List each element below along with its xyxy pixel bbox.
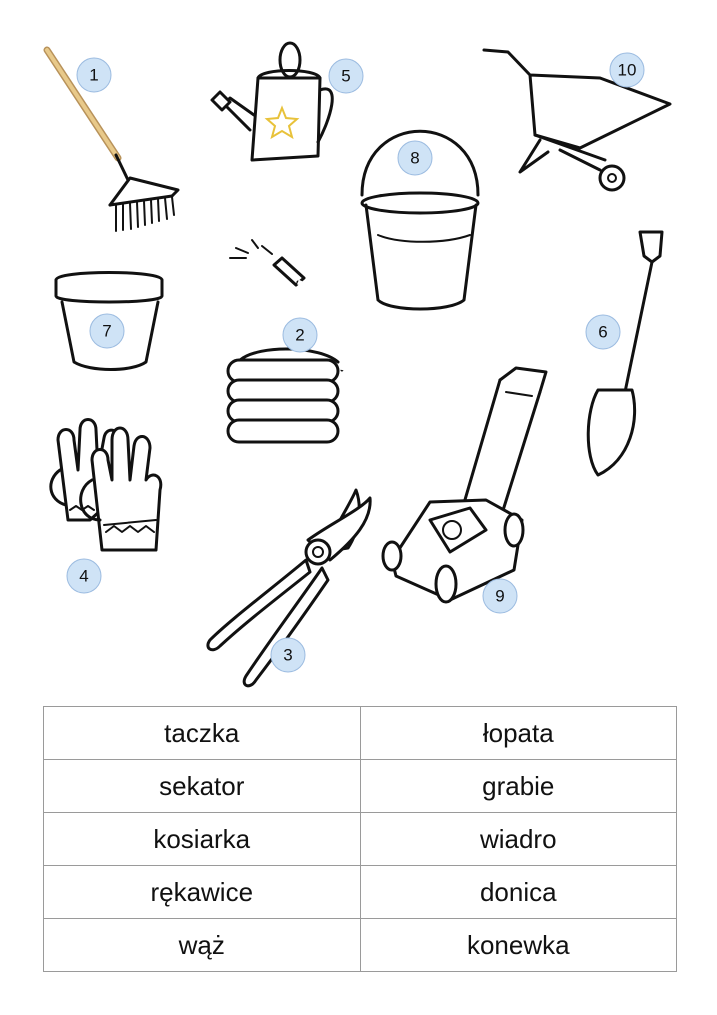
- word-cell: wiadro: [360, 813, 677, 866]
- badge-8-number: 8: [410, 148, 420, 168]
- badge-3-number: 3: [283, 645, 293, 665]
- word-cell: łopata: [360, 707, 677, 760]
- word-cell: rękawice: [44, 866, 361, 919]
- rake-icon: [47, 50, 178, 231]
- badge-1-number: 1: [89, 65, 99, 85]
- badge-1: [77, 58, 111, 92]
- badge-8: [398, 141, 432, 175]
- table-row: [44, 760, 677, 813]
- badge-7-number: 7: [102, 321, 112, 341]
- word-table: [43, 706, 677, 972]
- badge-2: [283, 318, 317, 352]
- badge-5: [329, 59, 363, 93]
- badge-9: [483, 579, 517, 613]
- badge-6: [586, 315, 620, 349]
- word-cell: sekator: [44, 760, 361, 813]
- table-row: [44, 919, 677, 972]
- badge-10-number: 10: [617, 60, 637, 80]
- word-cell: kosiarka: [44, 813, 361, 866]
- gardening-gloves-icon: [51, 420, 161, 551]
- lawn-mower-icon: [383, 368, 546, 602]
- badge-5-number: 5: [341, 66, 351, 86]
- shovel-icon: [588, 232, 662, 475]
- badge-4-number: 4: [79, 566, 89, 586]
- table-row: [44, 866, 677, 919]
- badge-3: [271, 638, 305, 672]
- watering-can-icon: [212, 43, 332, 160]
- word-cell: taczka: [44, 707, 361, 760]
- badge-6-number: 6: [598, 322, 608, 342]
- badge-2-number: 2: [295, 325, 305, 345]
- word-cell: donica: [360, 866, 677, 919]
- word-cell: wąż: [44, 919, 361, 972]
- badge-7: [90, 314, 124, 348]
- badge-4: [67, 559, 101, 593]
- badge-10: [610, 53, 644, 87]
- table-row: [44, 707, 677, 760]
- word-cell: grabie: [360, 760, 677, 813]
- badge-9-number: 9: [495, 586, 505, 606]
- word-cell: konewka: [360, 919, 677, 972]
- table-row: [44, 813, 677, 866]
